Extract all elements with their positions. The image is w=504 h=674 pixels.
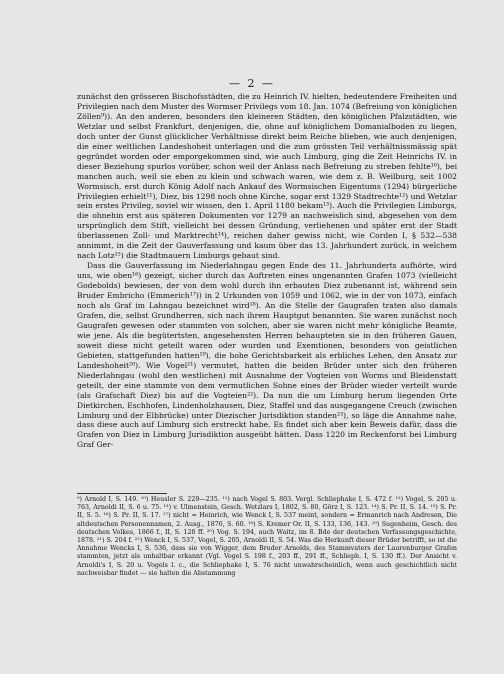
body-text xyxy=(77,92,457,450)
footnote-rule xyxy=(77,493,167,494)
paragraph-1: zunächst den grösseren Bischofsstädten, die zu Heinrich IV. hielten, bedeutendere Freiheiten und Privilegien nach dem Muster des Wormser Privilegs vom 18. Jan. 1074 (Befreiung von königlichen Zöllen⁹)). An den anderen, besonders den kleineren Städten, den königlichen Pfalzstädten, wie Wetzlar und selbst Frankfurt, denjenigen, die, ohne auf königlichem Domanialboden zu liegen, doch unter der Gunst glücklicher Verhältnisse direkt beim Reiche blieben, wie auch denjenigen, die einer weltlichen Landeshoheit unterlagen und die zum grössten Teil verhältnissmässig spät gegründet worden oder emporgekommen sind, wie auch Limburg, ging die Zeit Heinrichs IV. in dieser Beziehung spurlos vorüber, schon weil der Anlass nach Befreiung zu streben fehlte¹⁰), bei manchen auch, weil sie eben zu klein und schwach waren, wie dem z. B. Weilburg, seit 1002 Wormsisch, erst durch König Adolf nach Ankauf des Wormsischen Eigentums (1294) bürgerliche Privilegien erhielt¹¹), Diez, bis 1298 noch ohne Kirche, sogar erst 1329 Stadtrechte¹²) und Wetzlar sein erstes Privileg, soviel wir wissen, den 1. April 1180 bekam¹³). Auch die Privilegien Limburgs, die ohnehin erst aus späteren Dokumenten vor 1279 an nachweislich sind, abgesehen von dem ursprünglich dem Stift, vielleicht bei dessen Gründung, verliehenen und später erst der Stadt überlassenen Zoll- und Marktrecht¹⁴), reichen daher gewiss nicht, wie Corden I, § 532—538 annimmt, in die Zeit der Gauverfassung und kaum über das 13. Jahrhundert zurück, in welchem nach Lotz¹⁵) die Stadtmauern Limburgs gebaut sind. xyxy=(77,92,457,261)
footnotes: ⁹) Arnold I, S. 149. ¹⁰) Heusler S. 229—235. ¹¹) nach Vogel S. 803. Vergl. Schliephake I, S. 472 f. ¹²) Vogel, S. 205 u. 763, Arnoldi II, S. 6 u. 75. ¹³) v. Ulmenstein, Gesch. Wetzlars I, 1802, S. 80, Görz I, S. 123. ¹⁴) S. Pr. II, S. 14. ¹⁵) S. Pr. II, S. 5. ¹⁶) S. Pr. II, S. 17. ¹⁷) nicht = Heinrich, wie Wenck I, S. 537 meint, sondern = Ermanrich nach Andresen, Die altdeutschen Personennamen, 2. Ausg., 1876, S. 60. ¹⁸) S. Kremer Or. II, S. 133, 136, 143. ¹⁹) Sugenheim, Gesch. des deutschen Volkes, 1866 f., II, S. 128 ff. ²⁰) Vog. S. 194, auch Waitz, im 8. Bde der deutschen Verfassungsgeschichte, 1878. ²¹) S. 204 f. ²²) Wenck I, S. 537, Vogel, S. 205, Arnoldi II, S. 54. Was die Herkunft dieser Brüder betrifft, so ist die Annahme Wencks I, S. 536, dass sie von Wigger, dem Bruder Arnolds, des Stammvaters der Laurenburger Grafen stammten, jetzt als unhaltbar erkannt (Vgl. Vogel S. 198 f., 203 ff., 291 ff., Schlieph. I, S. 130 ff.). Der Ansicht v. Arnoldi's I, S. 20 u. Vogels l. c., die Schliephake I, S. 76 nicht unwahrscheinlich, wenn auch geschichtlich nicht nachweisbar findet — sie halten die Abstammung xyxy=(77,496,457,577)
page-number: — 2 — xyxy=(229,77,275,90)
paragraph-2: Dass die Gauverfassung im Niederlahngau gegen Ende des 11. Jahrhunderts aufhörte, wird uns, wie oben¹⁶) gezeigt, sicher durch das Auftreten eines ungenannten Grafen 1073 (vielleicht Godebolds) bewiesen, der von dem wohl durch ihn erbauten Diez zubenannt ist, während sein Bruder Embricho (Emmerich¹⁷)) in 2 Urkunden von 1059 und 1062, wie in der von 1073, einfach noch als Graf im Lahngau bezeichnet wird¹⁸). An die Stelle der Gaugrafen traten also damals Grafen, die, selbst Grundherren, sich nach ihrem Hauptgut benannten. Sie waren zunächst noch Gaugrafen gewesen oder stammten von solchen, aber sie waren nicht mehr königliche Beamte, wie jene. Als die begütertsten, angesehensten Herren behaupteten sie in den früheren Gauen, soweit diese nicht geteilt waren oder wurden und Exemtionen, besonders von geistlichen Gebieten, stattgefunden hatten¹⁹), die hohe Gerichtsbarkeit als erbliches Lehen, den Ansatz zur Landeshoheit²⁰). Wie Vogel²¹) vermutet, hatten die beiden Brüder unter sich den früheren Niederlahngau (wohl den westlichen) mit Ausnahme der Vogteien von Worms und Bleidenstatt geteilt, der eine stammte von dem vermutlichen Sohne eines der Brüder wieder verteilt wurde (als Grafschaft Diez) bis auf die Vogteien²²). Da nun die um Limburg herum liegenden Orte Dietkirchen, Eschhofen, Lindenholzhausen, Diez, Staffel und das ausgegangene Creuch (zwischen Limburg und der Elbbrücke) unter Diezischer Jurisdiktion standen²³), so läge die Annahme nahe, dass diese auch auf Limburg sich erstreckt habe. Es findet sich aber kein Beweis dafür, dass die Grafen von Diez in Limburg Jurisdiktion ausgeübt hätten. Dass 1220 im Reckenforst bei Limburg Graf Ger- xyxy=(77,261,457,450)
